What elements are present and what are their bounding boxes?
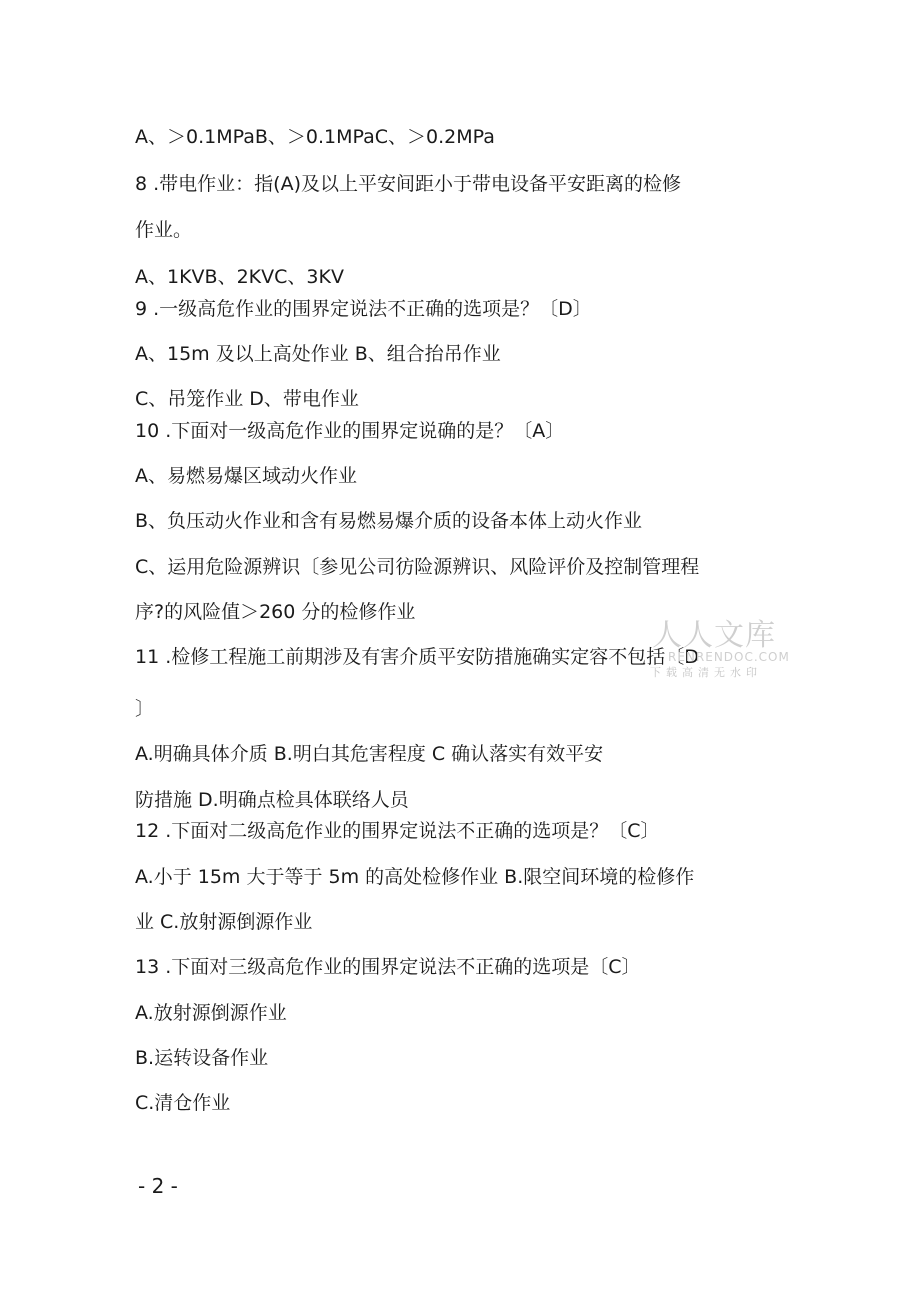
text-line: A、易燃易爆区域动火作业 xyxy=(135,465,357,487)
text-line: 业 C.放射源倒源作业 xyxy=(135,911,313,933)
text-line: A、15m 及以上高处作业 B、组合抬吊作业 xyxy=(135,343,501,365)
text-line: 9 .一级高危作业的围界定说法不正确的选项是？〔D〕 xyxy=(135,298,592,320)
watermark xyxy=(640,618,790,688)
text-line: A.放射源倒源作业 xyxy=(135,1002,287,1024)
text-line: A、＞0.1MPaB、＞0.1MPaC、＞0.2MPa xyxy=(135,126,495,148)
text-line: C、吊笼作业 D、带电作业 xyxy=(135,388,359,410)
text-line: C、运用危险源辨识〔参见公司彷险源辨识、风险评价及控制管理程 xyxy=(135,556,700,578)
text-line: 作业。 xyxy=(135,219,193,241)
text-line: A.明确具体介质 B.明白其危害程度 C 确认落实有效平安 xyxy=(135,743,604,765)
text-line: C.清仓作业 xyxy=(135,1092,231,1114)
text-line: 12 .下面对二级高危作业的围界定说法不正确的选项是？〔C〕 xyxy=(135,820,660,842)
text-line: B.运转设备作业 xyxy=(135,1047,269,1069)
text-line: 8 .带电作业：指(A)及以上平安间距小于带电设备平安距离的检修 xyxy=(135,173,681,195)
text-line: A、1KVB、2KVC、3KV xyxy=(135,266,344,288)
watermark-url: RENRENDOC.COM xyxy=(668,650,790,664)
text-line: 序?的风险值＞260 分的检修作业 xyxy=(135,601,416,623)
text-line: 〕 xyxy=(135,698,155,720)
text-line: 11 .检修工程施工前期涉及有害介质平安防措施确实定容不包括〔D xyxy=(135,646,699,668)
watermark-title: 人人文库 xyxy=(652,618,776,653)
page-number: - 2 - xyxy=(138,1174,178,1198)
text-line: A.小于 15m 大于等于 5m 的高处检修作业 B.限空间环境的检修作 xyxy=(135,866,695,888)
text-line: B、负压动火作业和含有易燃易爆介质的设备本体上动火作业 xyxy=(135,510,643,532)
text-line: 13 .下面对三级高危作业的围界定说法不正确的选项是〔C〕 xyxy=(135,956,641,978)
watermark-subtitle: 下载高清无水印 xyxy=(650,666,762,679)
text-line: 防措施 D.明确点检具体联络人员 xyxy=(135,789,409,811)
text-line: 10 .下面对一级高危作业的围界定说确的是？〔A〕 xyxy=(135,420,565,442)
